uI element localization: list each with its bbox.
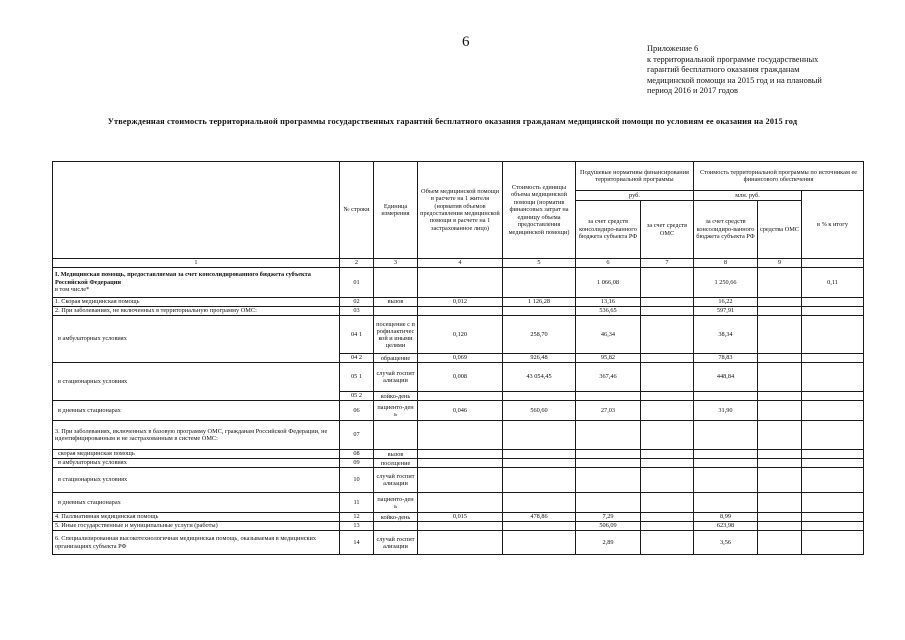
row-unit: посещение с профилактической и иными целями <box>374 316 418 354</box>
row-percent <box>802 531 864 555</box>
row-number: 05 1 <box>340 363 374 392</box>
column-numbers-row <box>53 259 864 268</box>
row-unit: случай госпитализации <box>374 363 418 392</box>
row-total-oms <box>758 531 802 555</box>
row-per-capita-budget <box>576 392 641 401</box>
row-number: 12 <box>340 513 374 522</box>
row-label: 4. Паллиативная медицинская помощь <box>53 513 340 522</box>
row-percent <box>802 363 864 392</box>
table-row <box>53 493 864 513</box>
row-total-budget <box>694 493 758 513</box>
header-name-column <box>53 162 340 259</box>
page-number: 6 <box>462 34 470 50</box>
column-number: 3 <box>374 259 418 268</box>
row-percent: 0,11 <box>802 268 864 298</box>
row-unit-cost <box>503 531 576 555</box>
row-total-oms <box>758 522 802 531</box>
row-number: 04 2 <box>340 354 374 363</box>
column-number: 7 <box>641 259 694 268</box>
row-volume: 0,012 <box>418 298 503 307</box>
row-unit: вызов <box>374 450 418 459</box>
row-per-capita-oms <box>641 298 694 307</box>
row-unit-cost <box>503 307 576 316</box>
column-number: 6 <box>576 259 641 268</box>
row-per-capita-oms <box>641 513 694 522</box>
row-total-oms <box>758 493 802 513</box>
row-total-budget <box>694 421 758 450</box>
row-total-oms <box>758 298 802 307</box>
row-label: в стационарных условиях <box>53 363 340 401</box>
header-budget: за счет средств консолидиро-ванного бюджета субъекта РФ <box>576 201 641 259</box>
table-row <box>53 268 864 298</box>
row-percent <box>802 392 864 401</box>
row-volume: 0,069 <box>418 354 503 363</box>
row-per-capita-oms <box>641 363 694 392</box>
row-volume: 0,015 <box>418 513 503 522</box>
table-row <box>53 307 864 316</box>
row-number: 03 <box>340 307 374 316</box>
row-unit-cost <box>503 459 576 468</box>
document-title: Утвержденная стоимость территориальной программы государственных гарантий бесплатного оказания гражданам медицинской помощи по условиям ее оказания на 2015 год <box>107 117 798 126</box>
column-number: 8 <box>694 259 758 268</box>
table-row <box>53 531 864 555</box>
row-volume <box>418 468 503 493</box>
header-total-oms: средства ОМС <box>758 201 802 259</box>
row-per-capita-budget: 46,34 <box>576 316 641 354</box>
row-unit-cost: 43 054,45 <box>503 363 576 392</box>
row-unit: вызов <box>374 298 418 307</box>
appendix-line: гарантий бесплатного оказания гражданам <box>647 65 800 75</box>
row-total-budget <box>694 459 758 468</box>
table-row <box>53 298 864 307</box>
row-per-capita-oms <box>641 401 694 421</box>
row-total-budget: 1 250,66 <box>694 268 758 298</box>
row-volume: 0,120 <box>418 316 503 354</box>
row-total-oms <box>758 354 802 363</box>
row-total-budget: 623,98 <box>694 522 758 531</box>
column-number: 9 <box>758 259 802 268</box>
row-per-capita-budget <box>576 450 641 459</box>
row-per-capita-budget: 2,89 <box>576 531 641 555</box>
row-per-capita-oms <box>641 531 694 555</box>
header-total-unit: млн. руб. <box>694 191 802 201</box>
row-number: 10 <box>340 468 374 493</box>
row-percent <box>802 450 864 459</box>
row-percent <box>802 468 864 493</box>
row-per-capita-oms <box>641 493 694 513</box>
row-label: 6. Специализированная высокотехнологичная медицинская помощь, оказываемая в медицинских организациях субъекта РФ <box>53 531 340 555</box>
row-total-oms <box>758 459 802 468</box>
row-number: 01 <box>340 268 374 298</box>
row-unit-cost: 926,48 <box>503 354 576 363</box>
row-per-capita-budget: 536,65 <box>576 307 641 316</box>
row-per-capita-oms <box>641 307 694 316</box>
header-per-capita-unit: руб. <box>576 191 694 201</box>
row-unit: пациенто-день <box>374 493 418 513</box>
row-unit-cost: 258,70 <box>503 316 576 354</box>
row-unit <box>374 307 418 316</box>
row-per-capita-oms <box>641 354 694 363</box>
appendix-line: Приложение 6 <box>647 44 699 53</box>
row-volume <box>418 459 503 468</box>
row-total-budget: 38,34 <box>694 316 758 354</box>
row-per-capita-budget: 7,29 <box>576 513 641 522</box>
row-label: в стационарных условиях <box>53 468 340 493</box>
column-number: 2 <box>340 259 374 268</box>
row-percent <box>802 316 864 354</box>
header-total-cost: Стоимость территориальной программы по источникам ее финансового обеспечения <box>694 162 864 191</box>
row-unit-cost <box>503 268 576 298</box>
row-total-oms <box>758 468 802 493</box>
table-row <box>53 459 864 468</box>
row-total-oms <box>758 450 802 459</box>
row-label: 2. При заболеваниях, не включенных в территориальную программу ОМС: <box>53 307 340 316</box>
row-label: в дневных стационарах <box>53 401 340 421</box>
row-per-capita-oms <box>641 268 694 298</box>
row-unit-cost <box>503 450 576 459</box>
row-per-capita-budget <box>576 468 641 493</box>
row-per-capita-budget: 95,82 <box>576 354 641 363</box>
row-volume <box>418 392 503 401</box>
row-percent <box>802 401 864 421</box>
row-per-capita-oms <box>641 421 694 450</box>
row-number: 13 <box>340 522 374 531</box>
appendix-line: к территориальной программе государственных <box>647 54 819 64</box>
row-percent <box>802 298 864 307</box>
appendix-line: медицинской помощи на 2015 год и на плановый <box>647 75 822 85</box>
row-total-oms <box>758 392 802 401</box>
row-label <box>53 268 340 298</box>
row-per-capita-budget <box>576 421 641 450</box>
table-row <box>53 522 864 531</box>
row-number: 14 <box>340 531 374 555</box>
row-total-budget: 78,83 <box>694 354 758 363</box>
header-total-budget: за счет средств консолидиро-ванного бюджета субъекта РФ <box>694 201 758 259</box>
row-per-capita-oms <box>641 522 694 531</box>
row-volume: 0,046 <box>418 401 503 421</box>
appendix-note <box>647 44 877 97</box>
row-unit: койко-день <box>374 392 418 401</box>
header-per-capita: Подушевые нормативы финансирования территориальной программы <box>576 162 694 191</box>
row-percent <box>802 307 864 316</box>
row-unit-cost <box>503 392 576 401</box>
row-total-oms <box>758 307 802 316</box>
row-total-budget: 3,56 <box>694 531 758 555</box>
row-percent <box>802 354 864 363</box>
row-unit: пациенто-день <box>374 401 418 421</box>
row-per-capita-oms <box>641 316 694 354</box>
row-number: 09 <box>340 459 374 468</box>
row-unit: посещение <box>374 459 418 468</box>
table-row <box>53 316 864 354</box>
table-row <box>53 513 864 522</box>
row-unit: случай госпитализации <box>374 531 418 555</box>
row-per-capita-budget <box>576 459 641 468</box>
header-row-no: № строки <box>340 162 374 259</box>
column-number: 5 <box>503 259 576 268</box>
row-volume <box>418 421 503 450</box>
row-percent <box>802 513 864 522</box>
row-total-budget <box>694 450 758 459</box>
row-volume <box>418 531 503 555</box>
row-unit: койко-день <box>374 513 418 522</box>
row-total-budget: 8,99 <box>694 513 758 522</box>
row-label-text: I. Медицинская помощь, предоставляемая за счет консолидированного бюджета субъекта Российской Федерации <box>55 271 311 286</box>
row-volume <box>418 307 503 316</box>
row-unit <box>374 268 418 298</box>
row-total-oms <box>758 268 802 298</box>
row-per-capita-oms <box>641 392 694 401</box>
row-total-budget: 16,22 <box>694 298 758 307</box>
row-label: в дневных стационарах <box>53 493 340 513</box>
row-total-budget <box>694 392 758 401</box>
row-number: 06 <box>340 401 374 421</box>
row-number: 07 <box>340 421 374 450</box>
row-total-oms <box>758 513 802 522</box>
row-unit <box>374 421 418 450</box>
header-unit-cost: Стоимость единицы объема медицинской помощи (норматив финансовых затрат на единицу объема предоставления медицинской помощи) <box>503 162 576 259</box>
row-per-capita-oms <box>641 468 694 493</box>
row-volume <box>418 493 503 513</box>
row-percent <box>802 459 864 468</box>
row-total-oms <box>758 363 802 392</box>
header-unit: Единица измерения <box>374 162 418 259</box>
row-unit-cost <box>503 522 576 531</box>
table-row <box>53 363 864 392</box>
row-label: в амбулаторных условиях <box>53 316 340 363</box>
header-oms: за счет средств ОМС <box>641 201 694 259</box>
row-number: 11 <box>340 493 374 513</box>
row-unit-cost: 560,60 <box>503 401 576 421</box>
row-label: скорая медицинская помощь <box>53 450 340 459</box>
row-label: 3. При заболеваниях, включенных в базовую программу ОМС, гражданам Российской Федерации, не идентифицированным и не застрахованным в системе ОМС: <box>53 421 340 450</box>
header-volume: Объем медицинской помощи в расчете на 1 жителя (норматив объемов предоставления медицинской помощи в расчете на 1 застрахованное лицо) <box>418 162 503 259</box>
table-row <box>53 450 864 459</box>
row-unit-cost <box>503 493 576 513</box>
column-number <box>802 259 864 268</box>
column-number: 4 <box>418 259 503 268</box>
cost-table <box>52 161 864 555</box>
table-row <box>53 468 864 493</box>
column-number: 1 <box>53 259 340 268</box>
table-row <box>53 401 864 421</box>
row-total-oms <box>758 401 802 421</box>
row-volume <box>418 522 503 531</box>
row-volume <box>418 268 503 298</box>
appendix-line: период 2016 и 2017 годов <box>647 86 739 96</box>
row-per-capita-oms <box>641 450 694 459</box>
row-total-budget: 31,90 <box>694 401 758 421</box>
row-percent <box>802 421 864 450</box>
row-per-capita-oms <box>641 459 694 468</box>
row-total-budget: 448,84 <box>694 363 758 392</box>
row-total-budget: 597,91 <box>694 307 758 316</box>
row-per-capita-budget: 27,03 <box>576 401 641 421</box>
row-percent <box>802 522 864 531</box>
row-total-oms <box>758 421 802 450</box>
row-volume <box>418 450 503 459</box>
row-number: 02 <box>340 298 374 307</box>
table-row <box>53 421 864 450</box>
row-unit-cost <box>503 421 576 450</box>
row-label: в амбулаторных условиях <box>53 459 340 468</box>
row-label: 5. Иные государственные и муниципальные услуги (работы) <box>53 522 340 531</box>
row-volume: 0,008 <box>418 363 503 392</box>
row-unit: обращение <box>374 354 418 363</box>
row-number: 05 2 <box>340 392 374 401</box>
row-percent <box>802 493 864 513</box>
row-label-sub: в том числе* <box>55 286 90 294</box>
row-per-capita-budget: 13,16 <box>576 298 641 307</box>
row-per-capita-budget: 367,46 <box>576 363 641 392</box>
row-per-capita-budget: 506,09 <box>576 522 641 531</box>
row-number: 08 <box>340 450 374 459</box>
row-total-budget <box>694 468 758 493</box>
row-number: 04 1 <box>340 316 374 354</box>
row-label: 1. Скорая медицинская помощь <box>53 298 340 307</box>
row-unit-cost: 1 126,28 <box>503 298 576 307</box>
row-per-capita-budget: 1 066,08 <box>576 268 641 298</box>
row-unit-cost <box>503 468 576 493</box>
row-total-oms <box>758 316 802 354</box>
row-unit: случай госпитализации <box>374 468 418 493</box>
row-unit <box>374 522 418 531</box>
row-unit-cost: 478,86 <box>503 513 576 522</box>
row-per-capita-budget <box>576 493 641 513</box>
header-percent: в % к итогу <box>802 191 864 259</box>
